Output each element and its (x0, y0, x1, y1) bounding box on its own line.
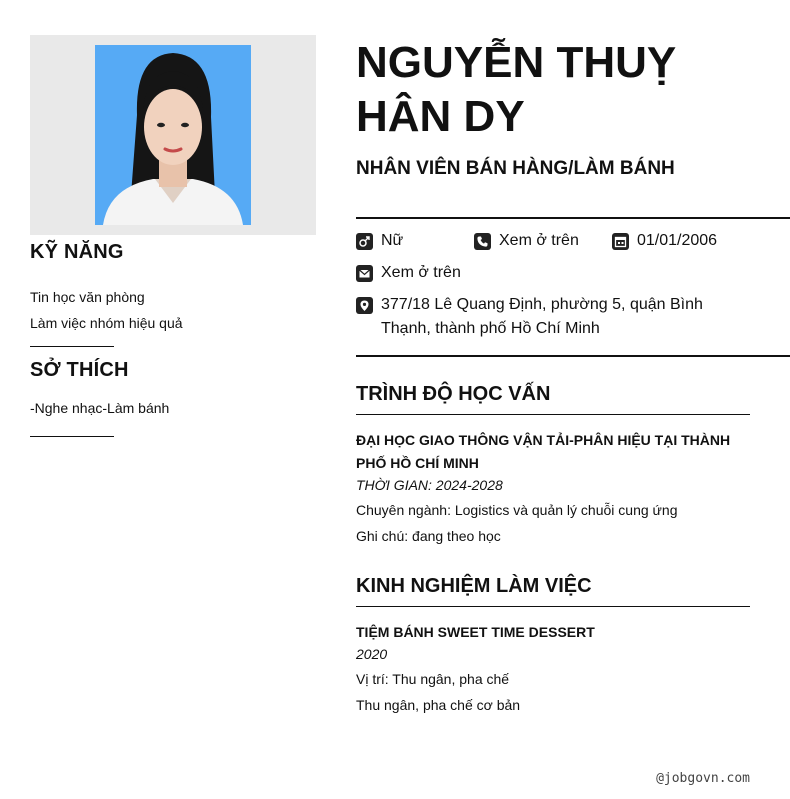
contact-birthday (612, 231, 717, 253)
contact-gender (356, 231, 474, 253)
job-title: NHÂN VIÊN BÁN HÀNG/LÀM BÁNH (356, 158, 675, 179)
address-value: 377/18 Lê Quang Định, phường 5, quận Bình Thạnh, thành phố Hồ Chí Minh (381, 296, 703, 337)
section-divider (30, 436, 114, 437)
education-section (356, 383, 750, 545)
contact-row (356, 231, 790, 253)
phone-value: Xem ở trên (499, 232, 579, 249)
contact-row (356, 295, 790, 341)
experience-description: Thu ngân, pha chế cơ bản (356, 697, 521, 713)
contact-phone (474, 231, 612, 253)
experience-year: 2020 (356, 646, 388, 662)
email-value: Xem ở trên (381, 264, 461, 281)
contact-row (356, 263, 790, 285)
hobbies-title: SỞ THÍCH (30, 359, 129, 381)
gender-icon (356, 233, 373, 250)
skills-title: KỸ NĂNG (30, 241, 124, 263)
experience-company: TIỆM BÁNH SWEET TIME DESSERT (356, 624, 595, 640)
watermark: @jobgovn.com (656, 771, 750, 786)
birthday-value: 01/01/2006 (637, 232, 718, 249)
contact-address (356, 295, 751, 341)
profile-photo (95, 45, 251, 225)
photo-frame (30, 35, 316, 235)
education-school: ĐẠI HỌC GIAO THÔNG VẬN TẢI-PHÂN HIỆU TẠI THÀNH PHỐ HỒ CHÍ MINH (356, 432, 731, 471)
education-note: Ghi chú: đang theo học (356, 528, 501, 544)
education-major: Chuyên ngành: Logistics và quản lý chuỗi cung ứng (356, 502, 678, 518)
full-name: NGUYỄN THUỴ HÂN DY (356, 38, 677, 141)
section-divider (30, 346, 114, 347)
contact-email (356, 263, 461, 285)
phone-icon (474, 233, 491, 250)
experience-title: KINH NGHIỆM LÀM VIỆC (356, 575, 750, 607)
skills-list (30, 284, 316, 336)
calendar-icon (612, 233, 629, 250)
experience-section (356, 575, 750, 714)
contact-block (356, 217, 790, 357)
gender-value: Nữ (381, 232, 404, 249)
hobbies-text: -Nghe nhạc-Làm bánh (30, 400, 170, 416)
skill-item: Làm việc nhóm hiệu quả (30, 315, 183, 331)
education-title: TRÌNH ĐỘ HỌC VẤN (356, 383, 750, 415)
right-column (356, 36, 790, 714)
education-time: THỜI GIAN: 2024-2028 (356, 477, 503, 493)
location-pin-icon (356, 297, 373, 314)
experience-position: Vị trí: Thu ngân, pha chế (356, 671, 510, 687)
envelope-icon (356, 265, 373, 282)
skill-item: Tin học văn phòng (30, 289, 145, 305)
left-column (30, 35, 316, 449)
